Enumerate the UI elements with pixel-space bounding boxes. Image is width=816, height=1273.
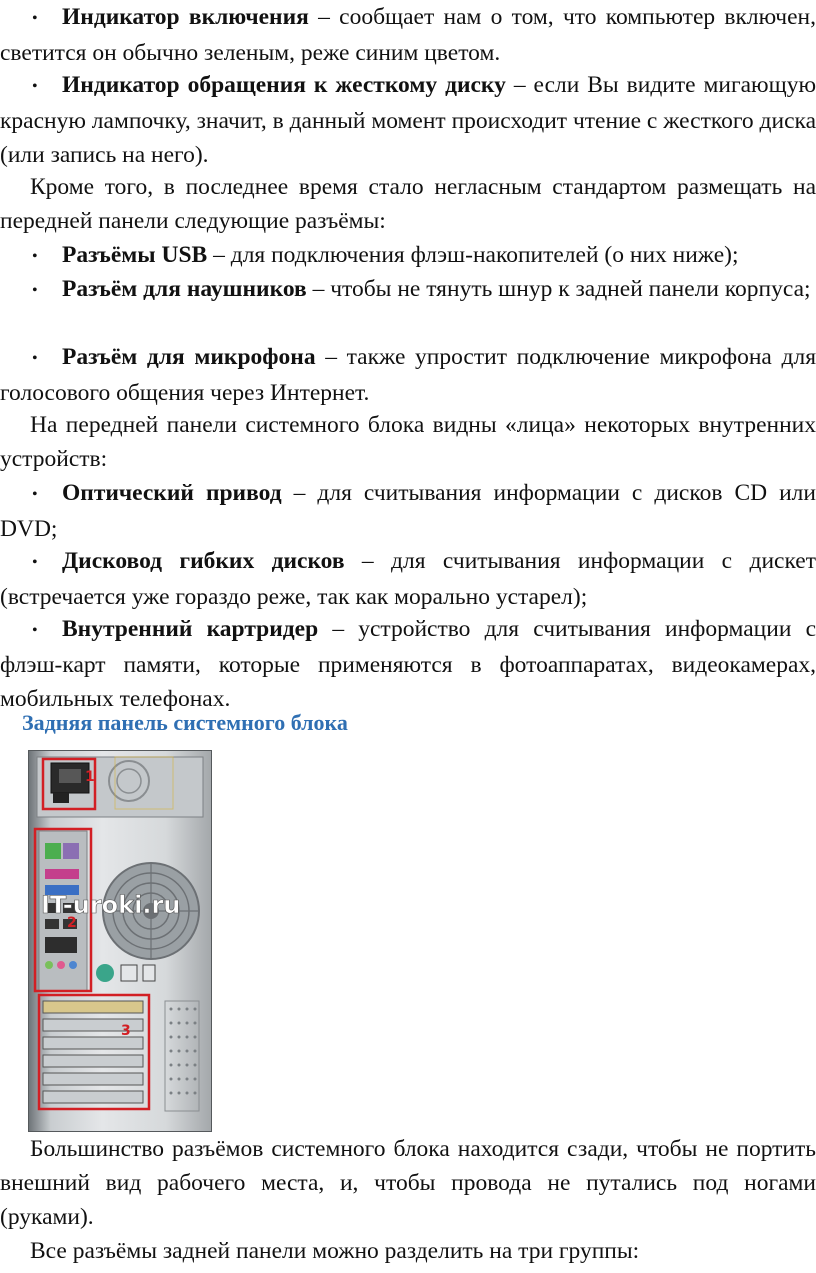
bullet-usb xyxy=(0,238,816,274)
callout-2: 2 xyxy=(67,915,77,931)
description: – для считывания информации с дискет (встречается уже гораздо реже, так как морально устарел); xyxy=(0,548,816,610)
term: Разъёмы USB xyxy=(62,242,208,268)
term: Дисковод гибких дисков xyxy=(62,548,345,574)
bullet-floppy-drive xyxy=(0,544,816,614)
bullet-marker: • xyxy=(32,281,38,299)
term: Индикатор включения xyxy=(62,4,309,30)
expansion-slots xyxy=(43,1001,143,1103)
paragraph-rear-ports: Большинство разъёмов системного блока находится сзади, чтобы не портить внешний вид рабочего места, и, чтобы провода не путались под ногами (руками). xyxy=(0,1136,816,1230)
watermark-text: IT-uroki.ru xyxy=(41,891,181,919)
term: Разъём для микрофона xyxy=(62,344,316,370)
bullet-power-indicator xyxy=(0,0,816,70)
term: Оптический привод xyxy=(62,480,282,506)
paragraph-front-ports-intro: Кроме того, в последнее время стало негласным стандартом размещать на передней панели следующие разъёмы: xyxy=(0,174,816,234)
bullet-marker: • xyxy=(32,77,38,95)
callout-1: 1 xyxy=(85,769,95,785)
description: – для подключения флэш-накопителей (о них ниже); xyxy=(207,242,739,268)
term: Разъём для наушников xyxy=(62,276,307,302)
description: – также упростит подключение микрофона для голосового общения через Интернет. xyxy=(0,344,816,406)
bullet-optical-drive xyxy=(0,476,816,546)
bullet-marker: • xyxy=(32,247,38,265)
bullet-microphone xyxy=(0,340,816,410)
paragraph-three-groups: Все разъёмы задней панели можно разделить на три группы: xyxy=(30,1238,640,1264)
description: – устройство для считывания информации с флэш-карт памяти, которые применяются в фотоаппаратах, видеокамерах, мобильных телефонах. xyxy=(0,616,816,712)
callout-3: 3 xyxy=(121,1023,131,1039)
bullet-hdd-indicator xyxy=(0,68,816,172)
back-panel-illustration xyxy=(29,751,211,1131)
description: – чтобы не тянуть шнур к задней панели корпуса; xyxy=(306,276,811,302)
term: Индикатор обращения к жесткому диску xyxy=(62,72,506,98)
bullet-headphones xyxy=(0,272,816,308)
bullet-marker: • xyxy=(32,485,38,503)
paragraph-internal-devices-intro: На передней панели системного блока видны «лица» некоторых внутренних устройств: xyxy=(0,412,816,472)
bullet-marker: • xyxy=(32,553,38,571)
system-unit-back-panel-image xyxy=(28,750,212,1132)
description: – если Вы видите мигающую красную лампочку, значит, в данный момент происходит чтение с жесткого диска (или запись на него). xyxy=(0,72,816,168)
bullet-card-reader xyxy=(0,612,816,716)
term: Внутренний картридер xyxy=(62,616,319,642)
bullet-marker: • xyxy=(32,349,38,367)
section-heading: Задняя панель системного блока xyxy=(22,710,348,735)
description: – для считывания информации с дисков CD или DVD; xyxy=(0,480,816,542)
bullet-marker: • xyxy=(32,621,38,639)
bullet-marker: • xyxy=(32,9,38,27)
description: – сообщает нам о том, что компьютер включен, светится он обычно зеленым, реже синим цветом. xyxy=(0,4,816,66)
